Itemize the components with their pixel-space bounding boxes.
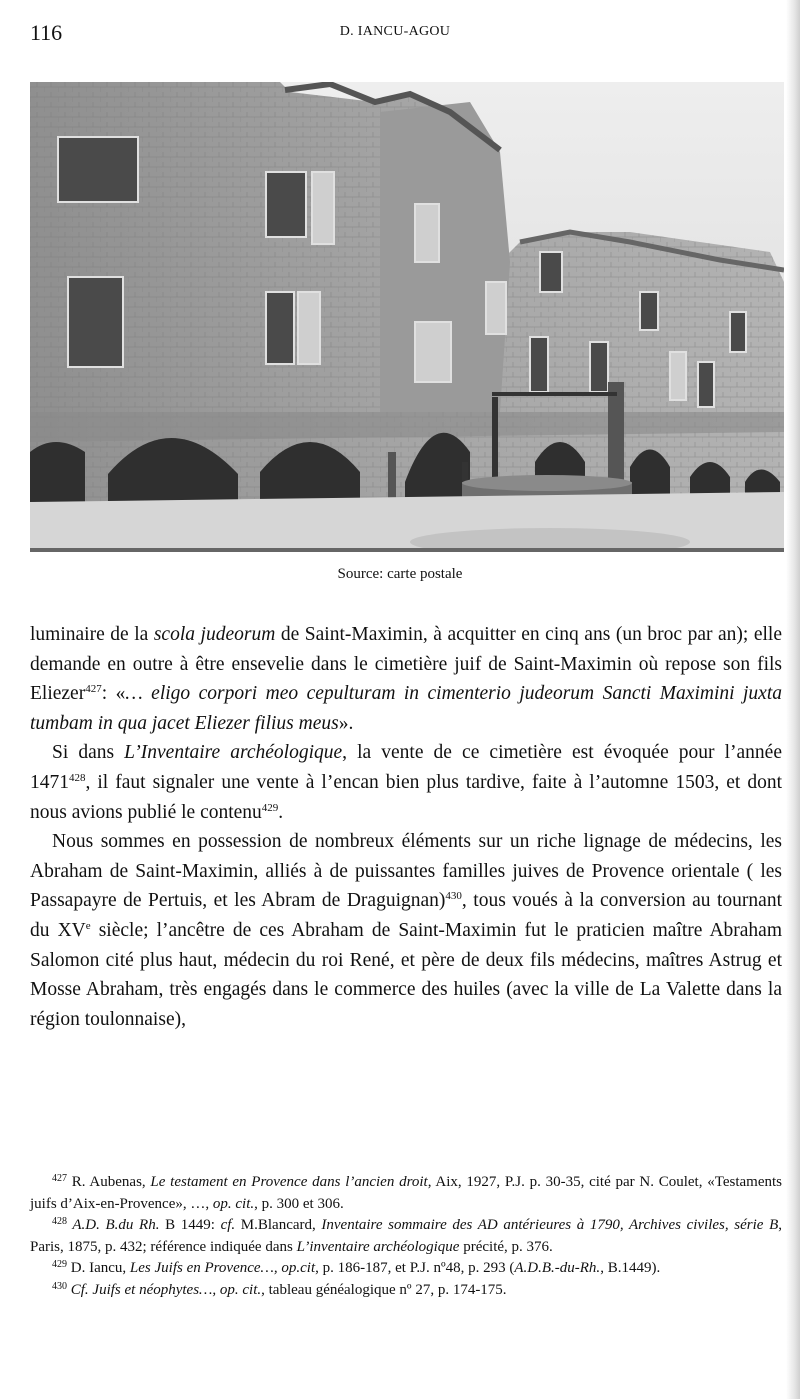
footnotes xyxy=(30,1172,782,1302)
footnote: $^{430}$ Cf. Juifs et néophytes…, op. cit., tableau généalogique nº 27, p. 174-175. xyxy=(52,1280,507,1298)
paragraph: luminaire de la scola judeorum de Saint-Maximin, à acquitter en cinq ans (un broc par an); elle demande en outre à être ensevelie dans le cimetière juif de Saint-Maximin où repose son fils Eliezer$^{427}$: «… eligo corpori meo cepulturam in cimenterio judeorum Sancti Maximini juxta tumbam in qua jacet Eliezer filius meus». xyxy=(30,624,783,734)
footnote-ref[interactable]: 427 xyxy=(85,683,102,696)
footnote-ref[interactable]: 430 xyxy=(445,890,462,903)
figure-caption: Source: carte postale xyxy=(337,566,463,582)
photo-illustration xyxy=(30,82,784,552)
body-text xyxy=(30,620,782,1034)
footnote-number: 427 xyxy=(52,1173,67,1184)
footnote: $^{427}$ R. Aubenas, Le testament en Provence dans l’ancien droit, Aix, 1927, P.J. p. 30-35, cité par N. Coulet, «Testaments juifs d’Aix-en-Provence», …, op. cit., p. 300 et 306. xyxy=(30,1173,782,1212)
footnote: $^{429}$ D. Iancu, Les Juifs en Provence…, op.cit, p. 186-187, et P.J. nº48, p. 293 (A.D.B.-du-Rh., B.1449). xyxy=(52,1259,661,1277)
footnote-ref[interactable]: 429 xyxy=(261,801,279,814)
footnote-ref[interactable]: 428 xyxy=(69,771,86,784)
person xyxy=(388,452,396,502)
page-number: 116 xyxy=(30,20,63,45)
footnote-number: 430 xyxy=(52,1280,67,1292)
figure-photo xyxy=(30,82,784,552)
page-edge-shadow xyxy=(786,0,800,1399)
paragraph: Nous sommes en possession de nombreux éléments sur un riche lignage de médecins, les Abraham de Saint-Maximin, alliés à de puissantes familles juives de Provence orientale ( les Passapayre de Pertuis, et les Abram de Draguignan)$^{430}$, tous voués à la conversion au tournant du XVe siècle; l’ancêtre de ces Abraham de Saint-Maximin fut le praticien maître Abraham Salomon cité plus haut, médecin du roi René, et père de deux fils médecins, maîtres Astrug et Mosse Abraham, très engagés dans le commerce des huiles (avec la ville de La Valette dans la région toulonnaise), xyxy=(30,831,782,1030)
paragraph: Si dans L’Inventaire archéologique, la vente de ce cimetière est évoquée pour l’année 1471$^{428}$, il faut signaler une vente à l’encan bien plus tardive, faite à l’automne 1503, et dont nous avions publié le contenu$^{429}$. xyxy=(30,742,782,823)
century-superscript: e xyxy=(85,919,91,932)
footnote: $^{428}$ A.D. B.du Rh. B 1449: cf. M.Blancard, Inventaire sommaire des AD antérieures à 1790, Archives civiles, série B, Paris, 1875, p. 432; référence indiquée dans L’inventaire archéologique précité, p. 376. xyxy=(30,1216,782,1255)
footnote-number: 429 xyxy=(52,1259,67,1271)
running-head: D. IANCU-AGOU xyxy=(339,24,451,39)
page-header xyxy=(30,20,760,50)
footnote-number: 428 xyxy=(52,1216,67,1228)
